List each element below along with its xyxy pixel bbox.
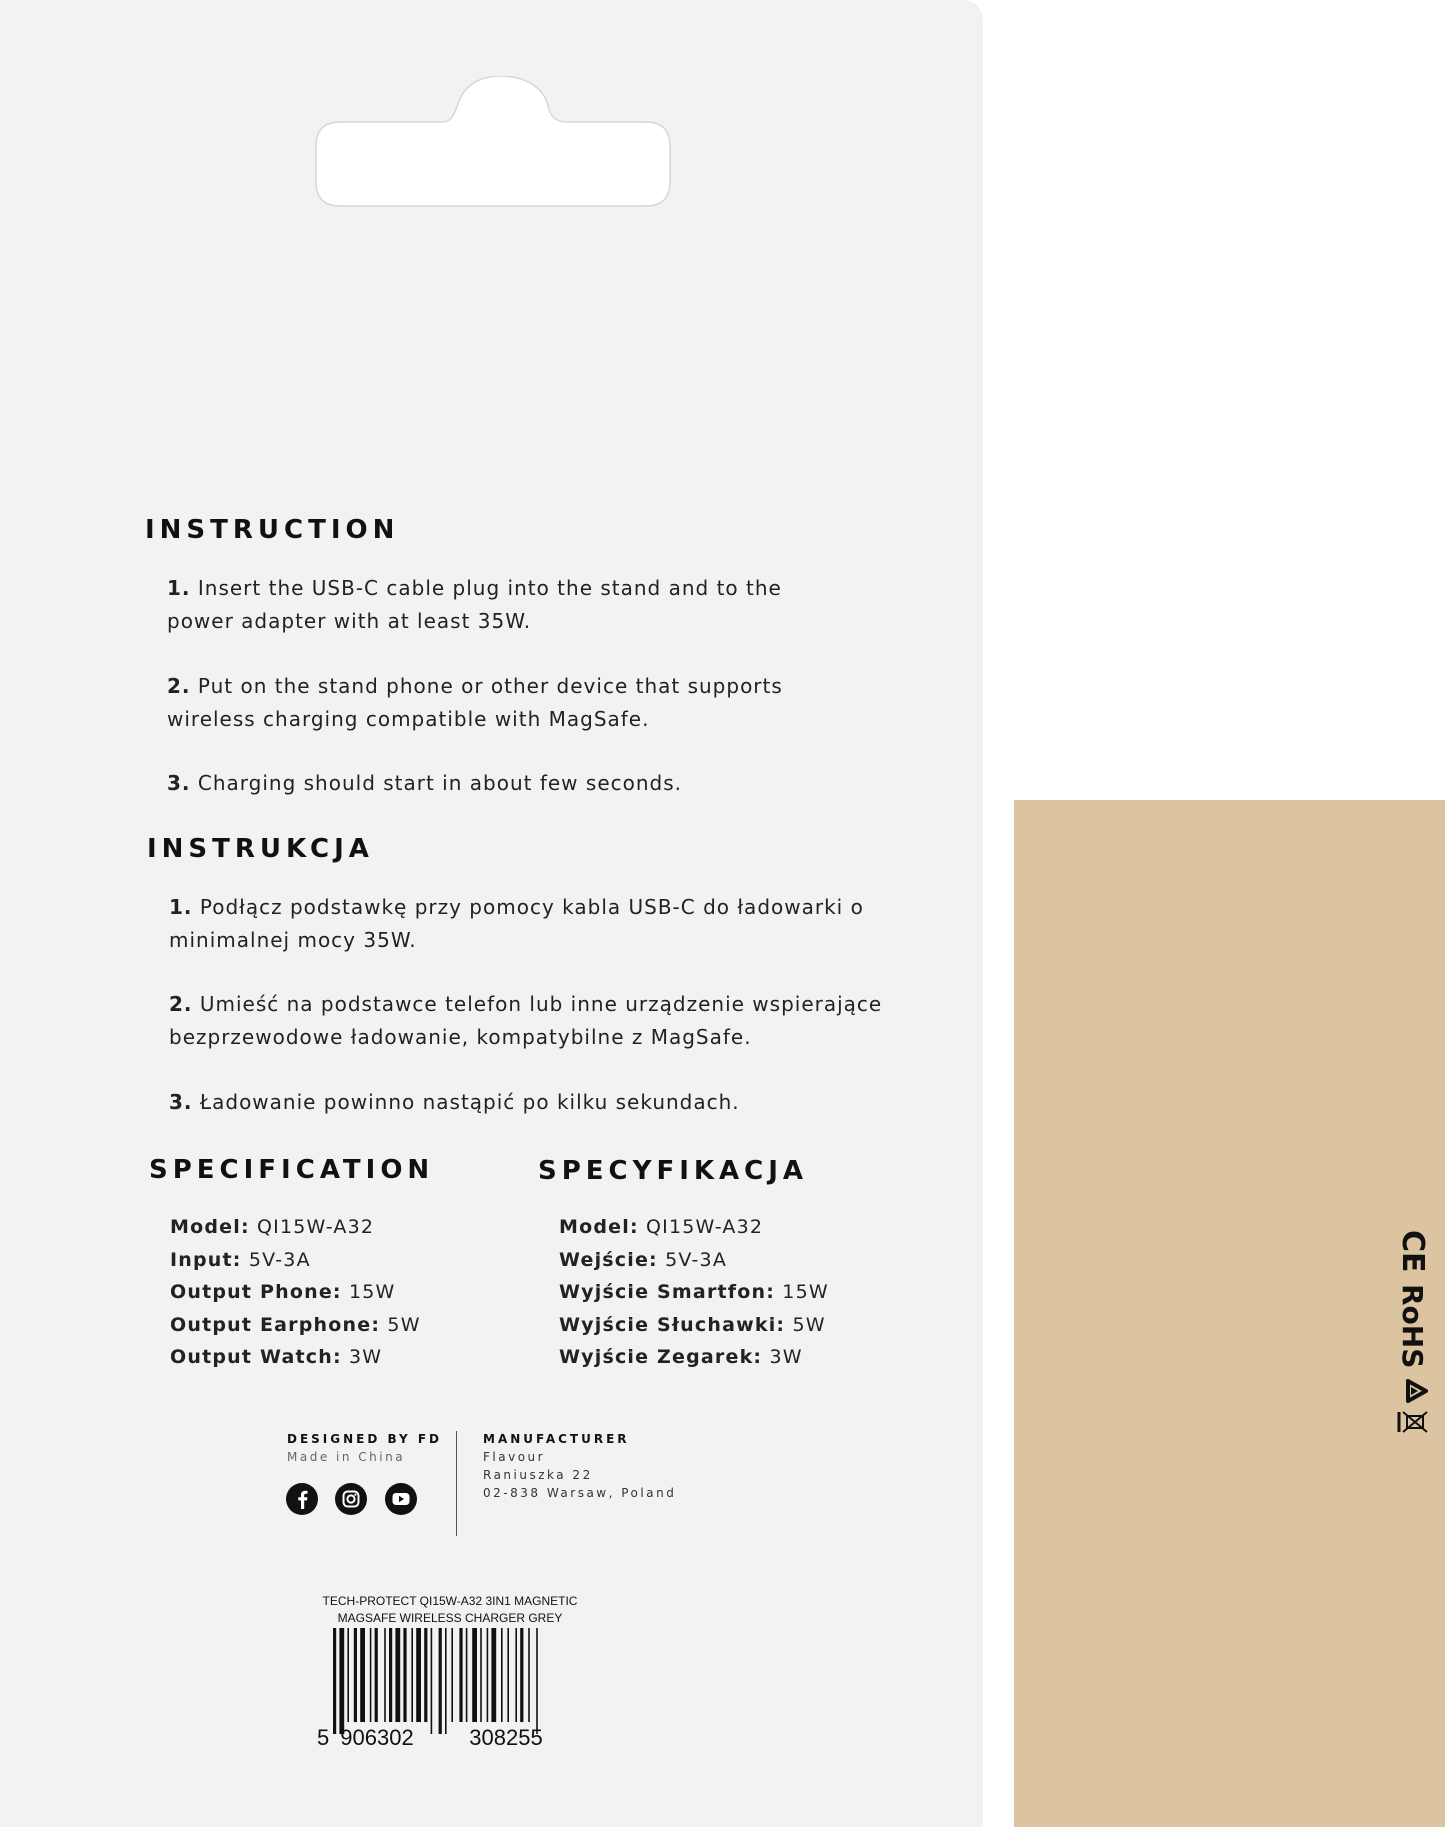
- barcode-bar: [487, 1628, 489, 1722]
- step-number: 3.: [169, 1090, 193, 1114]
- spec-row-output-phone: Output Phone: 15W: [170, 1281, 396, 1303]
- spec-row-wejscie: Wejście: 5V-3A: [559, 1248, 728, 1271]
- step-text: Put on the stand phone or other device that supports: [197, 674, 783, 698]
- hang-hole-cutout: [312, 76, 674, 212]
- step-text-cont: minimalnej mocy 35W.: [169, 928, 417, 952]
- specification-heading: SPECIFICATION: [149, 1155, 435, 1185]
- barcode-bar: [347, 1628, 349, 1722]
- barcode-bars: [333, 1628, 538, 1734]
- instruction-step-2: [167, 670, 783, 736]
- product-name: [300, 1593, 600, 1627]
- barcode-bar: [491, 1628, 496, 1722]
- instruction-heading: INSTRUCTION: [145, 515, 400, 545]
- spec-row-model: Model: QI15W-A32: [170, 1216, 375, 1238]
- barcode-bar: [528, 1628, 530, 1722]
- step-number: 3.: [167, 771, 191, 795]
- barcode-bar: [395, 1628, 400, 1722]
- barcode-bar: [370, 1628, 372, 1722]
- barcode-bar: [507, 1628, 509, 1722]
- facebook-icon[interactable]: [285, 1482, 319, 1516]
- barcode-bar: [501, 1628, 503, 1722]
- specyfikacja-heading: SPECYFIKACJA: [538, 1156, 809, 1186]
- barcode-digit-first: 5: [317, 1725, 330, 1748]
- barcode-bar: [520, 1628, 523, 1722]
- youtube-icon[interactable]: [384, 1482, 418, 1516]
- barcode-bar: [403, 1628, 406, 1722]
- barcode-bar: [536, 1628, 538, 1734]
- spec-row-input: Input: 5V-3A: [170, 1248, 311, 1271]
- barcode-bar: [424, 1628, 427, 1722]
- step-number: 1.: [169, 895, 193, 919]
- barcode-bar: [360, 1628, 365, 1722]
- barcode-digits-left: 906302: [340, 1725, 414, 1748]
- barcode-bar: [459, 1628, 462, 1722]
- product-name-line-2: MAGSAFE WIRELESS CHARGER GREY: [337, 1611, 563, 1625]
- rohs-icon: RoHS: [1396, 1284, 1429, 1369]
- instrukcja-step-1: [169, 891, 864, 957]
- step-text: Insert the USB-C cable plug into the stand and to the: [197, 576, 782, 600]
- instruction-step-3: [167, 767, 682, 800]
- instrukcja-heading: INSTRUKCJA: [147, 834, 374, 864]
- barcode-bar: [354, 1628, 357, 1722]
- spec-row-wyjscie-smartfon: Wyjście Smartfon: 15W: [559, 1281, 829, 1303]
- manufacturer-street: Raniuszka 22: [483, 1468, 593, 1482]
- step-text-cont: bezprzewodowe ładowanie, kompatybilne z MagSafe.: [169, 1025, 752, 1049]
- step-text: Umieść na podstawce telefon lub inne urządzenie wspierające: [199, 992, 883, 1016]
- barcode-bar: [389, 1628, 392, 1722]
- step-number: 1.: [167, 576, 191, 600]
- spec-row-output-watch: Output Watch: 3W: [170, 1346, 383, 1368]
- manufacturer-name: Flavour: [483, 1450, 546, 1464]
- barcode-bar: [445, 1628, 447, 1734]
- made-in: Made in China: [287, 1450, 406, 1464]
- instagram-icon[interactable]: [334, 1482, 368, 1516]
- barcode-bar: [472, 1628, 477, 1722]
- barcode-bar: [439, 1628, 442, 1734]
- manufacturer-city: 02-838 Warsaw, Poland: [483, 1486, 677, 1500]
- spec-row-wyjscie-zegarek: Wyjście Zegarek: 3W: [559, 1346, 803, 1368]
- barcode-bar: [411, 1628, 413, 1722]
- step-text: Ładowanie powinno nastąpić po kilku sekundach.: [199, 1090, 740, 1114]
- spec-row-wyjscie-sluchawki: Wyjście Słuchawki: 5W: [559, 1313, 826, 1336]
- barcode-bar: [375, 1628, 378, 1722]
- barcode-bar: [333, 1628, 336, 1734]
- specyfikacja-list: [559, 1211, 829, 1374]
- barcode-bar: [431, 1628, 433, 1734]
- designed-by: DESIGNED BY FD: [287, 1432, 443, 1446]
- recycle-icon: [1408, 1381, 1426, 1401]
- barcode-bar: [515, 1628, 517, 1722]
- step-number: 2.: [167, 674, 191, 698]
- ean13-barcode: [315, 1628, 570, 1748]
- barcode-bar: [384, 1628, 386, 1722]
- spec-row-output-earphone: Output Earphone: 5W: [170, 1313, 421, 1336]
- instrukcja-step-3: [169, 1086, 740, 1119]
- barcode-bar: [339, 1628, 344, 1734]
- step-text-cont: wireless charging compatible with MagSafe.: [167, 707, 650, 731]
- side-flap: [1014, 800, 1445, 1827]
- certification-marks: [1389, 1230, 1439, 1458]
- barcode-digits-right: 308255: [469, 1725, 543, 1748]
- barcode-bar: [466, 1628, 468, 1722]
- spec-row-model: Model: QI15W-A32: [559, 1216, 764, 1238]
- instruction-step-1: [167, 572, 782, 638]
- barcode-bar: [480, 1628, 482, 1722]
- instrukcja-step-2: [169, 988, 882, 1054]
- ce-mark-icon: CE: [1395, 1230, 1430, 1273]
- step-text: Charging should start in about few seconds.: [197, 771, 682, 795]
- product-name-line-1: TECH-PROTECT QI15W-A32 3IN1 MAGNETIC: [322, 1594, 578, 1608]
- step-text-cont: power adapter with at least 35W.: [167, 609, 532, 633]
- barcode-bar: [451, 1628, 453, 1722]
- footer-divider: [456, 1431, 457, 1536]
- manufacturer-title: MANUFACTURER: [483, 1432, 630, 1446]
- step-text: Podłącz podstawkę przy pomocy kabla USB-C do ładowarki o: [199, 895, 864, 919]
- specification-list: [170, 1211, 421, 1374]
- barcode-bar: [416, 1628, 421, 1722]
- weee-bin-icon: [1399, 1412, 1427, 1432]
- step-number: 2.: [169, 992, 193, 1016]
